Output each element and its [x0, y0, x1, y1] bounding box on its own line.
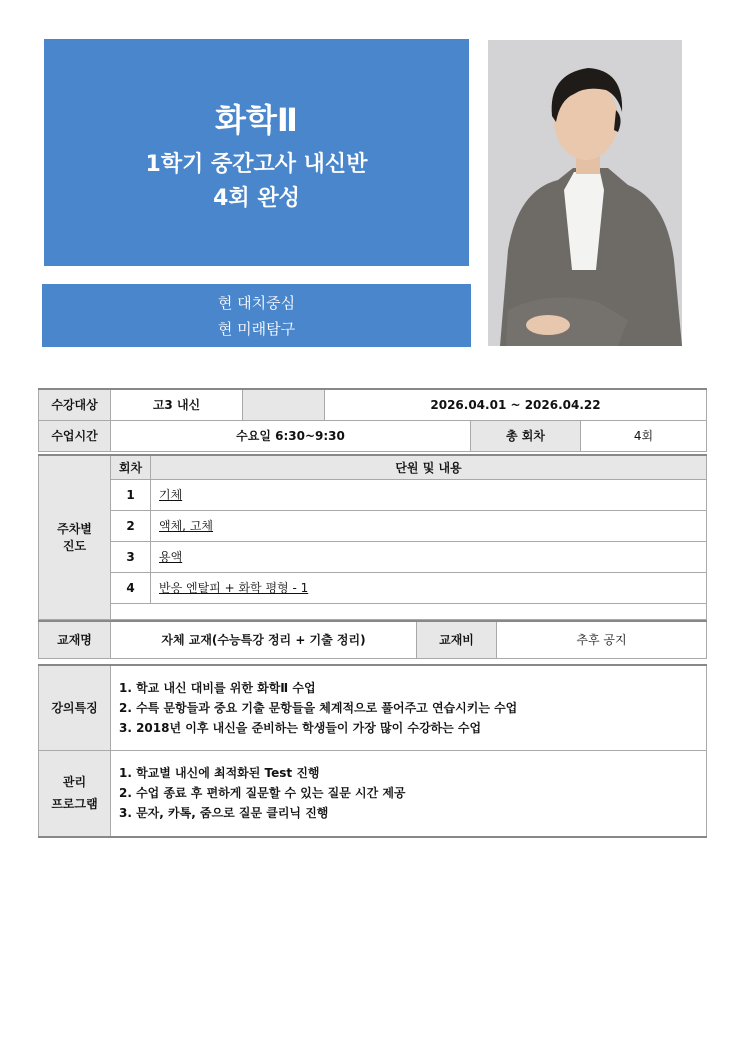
- location-2: 현 미래탐구: [217, 320, 296, 338]
- total-sessions-value: 4회: [581, 420, 707, 451]
- session-number: 4: [111, 572, 151, 603]
- features-list: [111, 665, 707, 750]
- course-subtitle: 1학기 중간고사 내신반: [145, 152, 368, 177]
- session-content: 기체: [159, 488, 183, 502]
- blank-cell: [243, 389, 325, 420]
- schedule-label: 주차별 진도: [39, 455, 111, 619]
- management-item: 1. 학교별 내신에 최적화된 Test 진행: [119, 766, 320, 781]
- location-1: 현 대치중심: [217, 294, 296, 312]
- sessions-subtitle: 4회 완성: [213, 186, 300, 211]
- feature-item: 1. 학교 내신 대비를 위한 화학Ⅱ 수업: [119, 680, 316, 695]
- time-value: 수요일 6:30~9:30: [111, 420, 471, 451]
- features-label: 강의특징: [39, 665, 111, 750]
- feature-item: 3. 2018년 이후 내신을 준비하는 학생들이 가장 많이 수강하는 수업: [119, 720, 482, 735]
- content-column-header: 단원 및 내용: [151, 455, 707, 479]
- feature-item: 2. 수특 문항들과 중요 기출 문항들을 체계적으로 풀어주고 연습시키는 수업: [119, 700, 518, 715]
- textbook-value: 자체 교재(수능특강 정리 + 기출 정리): [111, 621, 417, 658]
- schedule-row: [39, 479, 707, 510]
- course-period: 2026.04.01 ~ 2026.04.22: [325, 389, 707, 420]
- course-title-box: [44, 39, 469, 266]
- total-sessions-label: 총 회차: [471, 420, 581, 451]
- textbook-label: 교재명: [39, 621, 111, 658]
- subject-title: 화학Ⅱ: [215, 101, 298, 139]
- target-value: 고3 내신: [111, 389, 243, 420]
- session-column-header: 회차: [111, 455, 151, 479]
- target-label: 수강대상: [39, 389, 111, 420]
- session-content: 용액: [159, 550, 183, 564]
- schedule-row: [39, 572, 707, 603]
- session-number: 1: [111, 479, 151, 510]
- session-number: 2: [111, 510, 151, 541]
- management-item: 2. 수업 종료 후 편하게 질문할 수 있는 질문 시간 제공: [119, 786, 406, 801]
- textbook-fee-label: 교재비: [417, 621, 497, 658]
- blank-row: [111, 603, 707, 619]
- materials-table: [38, 620, 707, 659]
- time-label: 수업시간: [39, 420, 111, 451]
- course-info-table: [38, 388, 707, 452]
- session-content: 액체, 고체: [159, 519, 213, 533]
- instructor-photo: [488, 40, 682, 346]
- location-box: [42, 284, 471, 347]
- management-item: 3. 문자, 카톡, 줌으로 질문 클리닉 진행: [119, 806, 329, 821]
- management-list: [111, 750, 707, 837]
- session-content: 반응 엔탈피 + 화학 평형 - 1: [159, 581, 309, 595]
- management-label: 관리 프로그램: [39, 750, 111, 837]
- schedule-row: [39, 510, 707, 541]
- schedule-row: [39, 541, 707, 572]
- weekly-schedule-table: [38, 454, 707, 620]
- textbook-fee-value: 추후 공지: [497, 621, 707, 658]
- session-number: 3: [111, 541, 151, 572]
- course-features-table: [38, 664, 707, 838]
